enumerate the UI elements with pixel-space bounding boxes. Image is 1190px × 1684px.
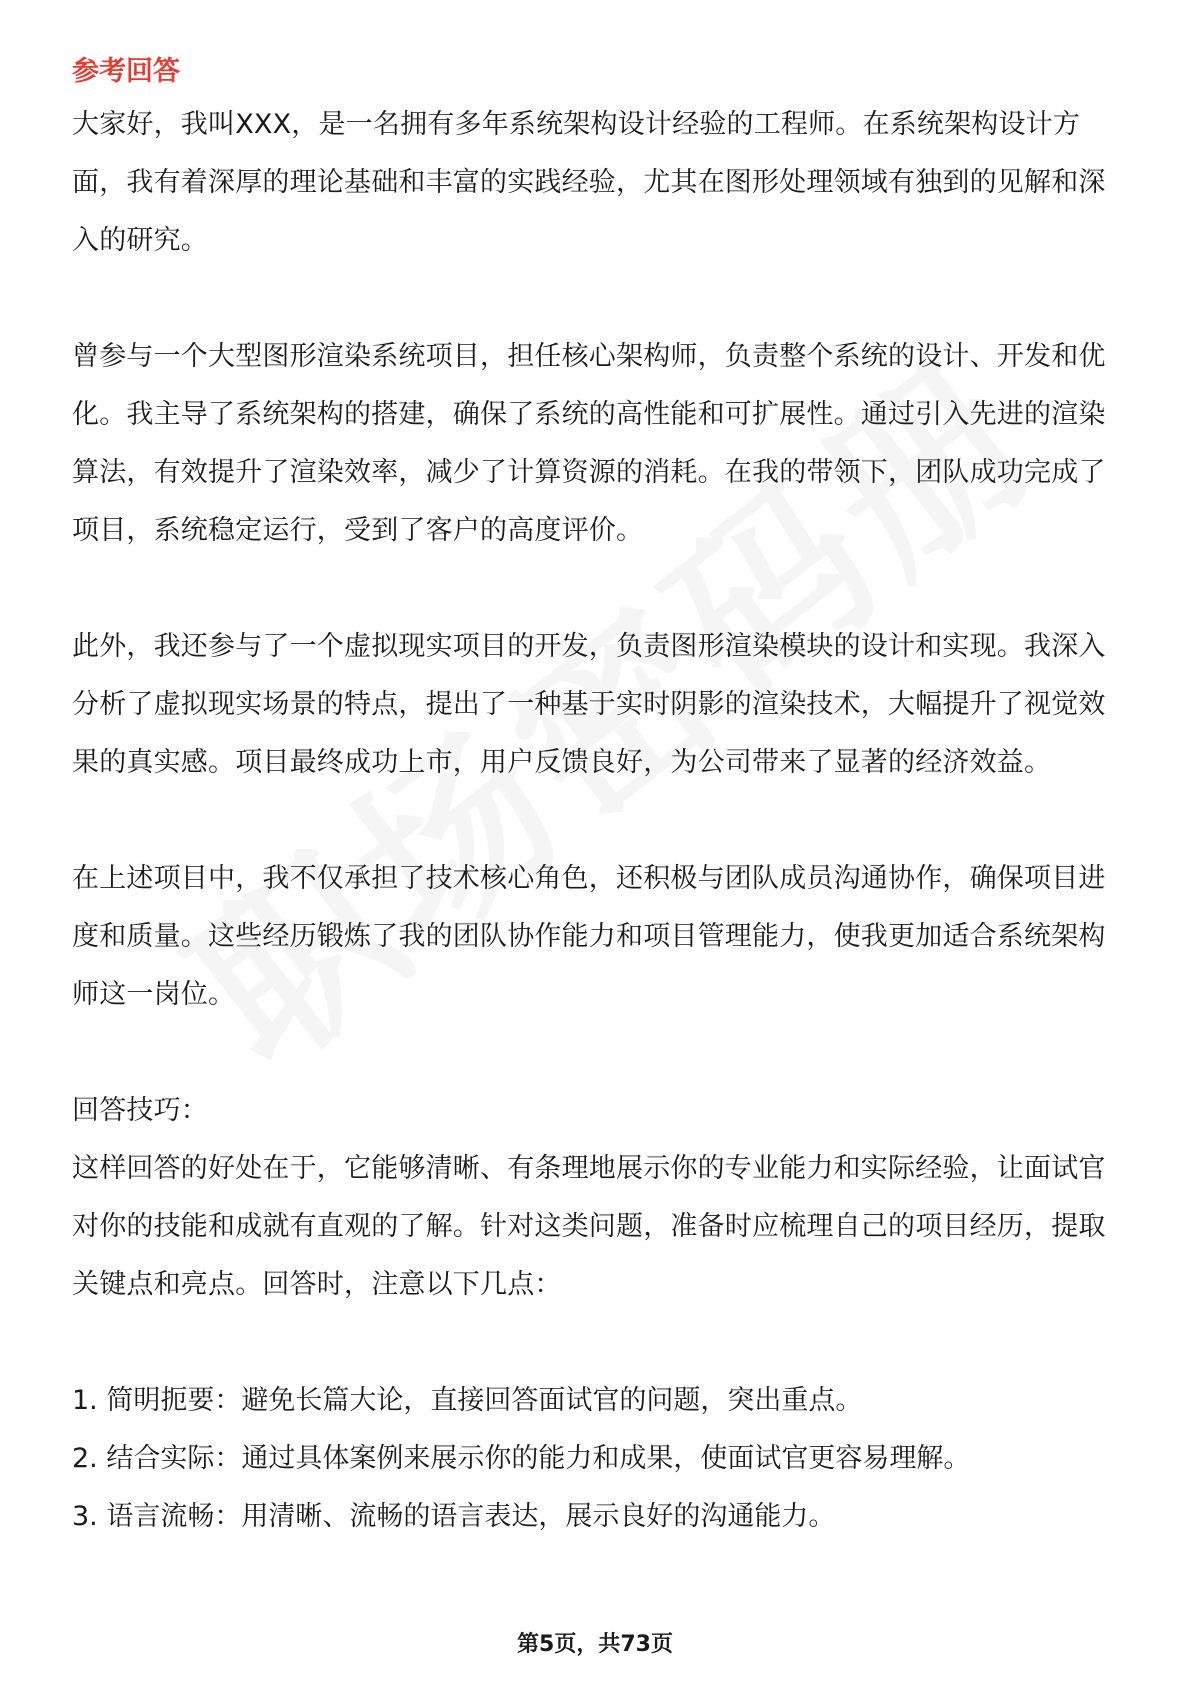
section-heading: 参考回答 [72, 56, 180, 87]
paragraph-gap [72, 270, 1120, 328]
paragraph-gap [72, 792, 1120, 850]
page-content [72, 48, 1120, 1546]
tips-list-item: 3. 语言流畅：用清晰、流畅的语言表达，展示良好的沟通能力。 [72, 1501, 836, 1532]
paragraph-gap [72, 1024, 1120, 1082]
paragraph-gap [72, 560, 1120, 618]
page-footer: 第5页，共73页 [517, 1632, 673, 1657]
paragraph-project-1: 曾参与一个大型图形渲染系统项目，担任核心架构师，负责整个系统的设计、开发和优化。我主导了系统架构的搭建，确保了系统的高性能和可扩展性。通过引入先进的渲染算法，有效提升了渲染效率，减少了计算资源的消耗。在我的带领下，团队成功完成了项目，系统稳定运行，受到了客户的高度评价。 [72, 341, 1106, 546]
paragraph-summary: 在上述项目中，我不仅承担了技术核心角色，还积极与团队成员沟通协作，确保项目进度和质量。这些经历锻炼了我的团队协作能力和项目管理能力，使我更加适合系统架构师这一岗位。 [72, 863, 1106, 1010]
tips-list-item: 1. 简明扼要：避免长篇大论，直接回答面试官的问题，突出重点。 [72, 1385, 863, 1416]
paragraph-project-2: 此外，我还参与了一个虚拟现实项目的开发，负责图形渲染模块的设计和实现。我深入分析了虚拟现实场景的特点，提出了一种基于实时阴影的渲染技术，大幅提升了视觉效果的真实感。项目最终成功上市，用户反馈良好，为公司带来了显著的经济效益。 [72, 631, 1106, 778]
tips-text: 这样回答的好处在于，它能够清晰、有条理地展示你的专业能力和实际经验，让面试官对你的技能和成就有直观的了解。针对这类问题，准备时应梳理自己的项目经历，提取关键点和亮点。回答时，注意以下几点： [72, 1153, 1106, 1300]
paragraph-intro: 大家好，我叫XXX，是一名拥有多年系统架构设计经验的工程师。在系统架构设计方面，我有着深厚的理论基础和丰富的实践经验，尤其在图形处理领域有独到的见解和深入的研究。 [72, 109, 1106, 256]
paragraph-gap [72, 1314, 1120, 1372]
tips-list-item: 2. 结合实际：通过具体案例来展示你的能力和成果，使面试官更容易理解。 [72, 1443, 971, 1474]
tips-heading: 回答技巧： [72, 1095, 208, 1126]
